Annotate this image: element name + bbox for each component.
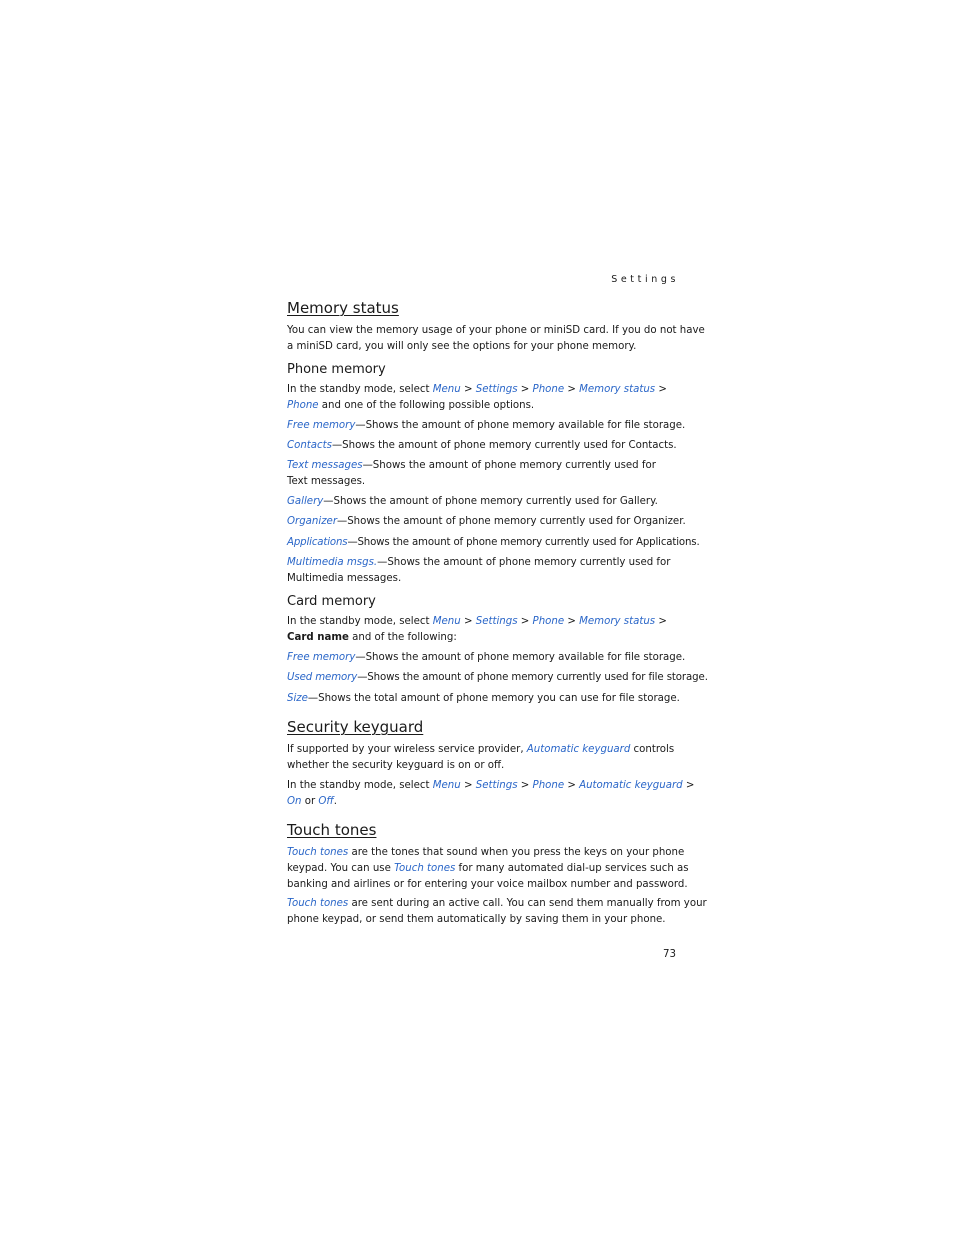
path-sep: > [655, 616, 667, 627]
option-item [287, 494, 679, 510]
security-keyguard-intro [287, 742, 679, 774]
option-line [287, 650, 686, 666]
option-item [287, 418, 686, 434]
path-sep: > [564, 384, 580, 395]
path-line [287, 794, 679, 810]
security-keyguard-heading: Security keyguard [287, 718, 424, 736]
phone-memory-heading: Phone memory [287, 362, 386, 377]
option-item [287, 438, 679, 454]
option-desc: —Shows the amount of phone memory currently used for Gallery. [323, 496, 658, 507]
option-item [287, 514, 686, 530]
path-sep: > [564, 616, 580, 627]
body-text: keypad. You can use [287, 862, 395, 874]
path-sep: > [655, 384, 667, 395]
body-line [287, 896, 707, 912]
memory-status-heading: Memory status [287, 299, 399, 317]
body-text: If supported by your wireless service provider, [287, 744, 527, 755]
path-text: and one of the following possible options. [318, 399, 535, 411]
body-line: banking and airlines or for entering your voice mailbox number and password. [287, 878, 688, 890]
path-text: and of the following: [348, 631, 457, 643]
option-desc: Multimedia messages. [287, 572, 402, 584]
body-text: are sent during an active call. You can send them manually from your [348, 898, 707, 909]
memory-status-link[interactable]: Memory status [579, 384, 656, 395]
option-line [287, 458, 679, 474]
off-option[interactable]: Off [318, 795, 334, 807]
menu-link[interactable]: Menu [432, 384, 461, 395]
option-line [287, 494, 679, 510]
option-term[interactable]: Organizer [287, 516, 338, 527]
automatic-keyguard-link[interactable]: Automatic keyguard [579, 780, 683, 791]
touch-tones-link[interactable]: Touch tones [394, 862, 456, 874]
path-sep: > [564, 780, 580, 791]
body-line [287, 742, 679, 758]
menu-link[interactable]: Menu [432, 780, 461, 791]
option-line [287, 555, 679, 571]
option-item [287, 650, 686, 666]
path-line [287, 398, 679, 414]
option-desc: —Shows the amount of phone memory currently used for [377, 557, 671, 568]
touch-tones-para-2 [287, 896, 707, 928]
body-line: phone keypad, or send them automatically by saving them in your phone. [287, 913, 666, 925]
path-sep: > [460, 780, 476, 791]
option-line [287, 514, 686, 530]
option-desc: —Shows the amount of phone memory currently used for Organizer. [337, 516, 686, 527]
settings-link[interactable]: Settings [475, 780, 518, 791]
option-term[interactable]: Contacts [287, 440, 332, 451]
memory-status-link[interactable]: Memory status [579, 616, 656, 627]
option-desc: —Shows the amount of phone memory currently used for [362, 460, 656, 471]
body-text: are the tones that sound when you press the keys on your phone [348, 847, 685, 858]
card-memory-path [287, 614, 679, 646]
path-line [287, 382, 679, 398]
path-sep: > [682, 780, 695, 791]
path-text: or [301, 795, 319, 807]
option-line [287, 535, 700, 551]
body-text: controls [630, 744, 675, 755]
touch-tones-link[interactable]: Touch tones [287, 898, 349, 909]
option-desc: —Shows the total amount of phone memory you can use for file storage. [307, 693, 680, 704]
option-desc: —Shows the amount of phone memory available for file storage. [355, 652, 686, 663]
option-term[interactable]: Multimedia msgs. [287, 557, 378, 568]
phone-link[interactable]: Phone [532, 384, 565, 395]
option-item [287, 670, 708, 686]
option-line [287, 438, 679, 454]
option-desc: Text messages. [287, 475, 366, 487]
option-line [287, 418, 686, 434]
option-term[interactable]: Free memory [287, 652, 356, 663]
body-line: whether the security keyguard is on or off. [287, 759, 505, 771]
on-option[interactable]: On [287, 795, 302, 807]
option-term[interactable]: Size [287, 693, 308, 704]
option-item [287, 535, 700, 551]
body-line [287, 861, 689, 877]
path-sep: > [460, 616, 476, 627]
option-desc: —Shows the amount of phone memory currently used for Contacts. [331, 440, 677, 451]
option-term[interactable]: Free memory [287, 420, 356, 431]
option-desc: —Shows the amount of phone memory currently used for file storage. [357, 672, 708, 683]
option-term[interactable]: Text messages [287, 460, 363, 471]
option-term[interactable]: Gallery [287, 496, 324, 507]
option-desc: —Shows the amount of phone memory currently used for Applications. [347, 537, 700, 548]
automatic-keyguard-link[interactable]: Automatic keyguard [526, 744, 631, 755]
option-term[interactable]: Used memory [287, 672, 358, 683]
touch-tones-para-1 [287, 845, 689, 892]
security-keyguard-path [287, 778, 695, 810]
path-text: In the standby mode, select [287, 384, 433, 395]
path-sep: > [517, 780, 533, 791]
path-text: In the standby mode, select [287, 780, 433, 791]
path-sep: > [517, 616, 533, 627]
body-text: for many automated dial-up services such as [455, 862, 689, 874]
settings-link[interactable]: Settings [475, 384, 518, 395]
path-line [287, 614, 679, 630]
memory-status-intro [287, 323, 705, 355]
option-line [287, 670, 708, 686]
page-number: 73 [663, 949, 676, 960]
option-desc: —Shows the amount of phone memory available for file storage. [355, 420, 686, 431]
card-name-label: Card name [287, 631, 349, 643]
settings-link[interactable]: Settings [475, 616, 518, 627]
path-text: . [333, 795, 338, 807]
intro-line: a miniSD card, you will only see the options for your phone memory. [287, 340, 637, 352]
touch-tones-heading: Touch tones [287, 821, 377, 839]
path-sep: > [517, 384, 533, 395]
path-line [287, 778, 695, 794]
phone-memory-path [287, 382, 679, 414]
path-line [287, 630, 679, 646]
card-memory-heading: Card memory [287, 594, 376, 609]
menu-link[interactable]: Menu [432, 616, 461, 627]
touch-tones-link[interactable]: Touch tones [287, 847, 349, 858]
path-text: In the standby mode, select [287, 616, 433, 627]
phone-link[interactable]: Phone [532, 616, 565, 627]
phone-link[interactable]: Phone [532, 780, 565, 791]
option-item [287, 555, 679, 587]
option-term[interactable]: Applications [287, 537, 348, 548]
option-item [287, 458, 679, 490]
option-line [287, 691, 679, 707]
intro-line: You can view the memory usage of your phone or miniSD card. If you do not have [287, 325, 705, 336]
running-header: Settings [611, 274, 679, 285]
path-sep: > [460, 384, 476, 395]
option-item [287, 691, 679, 707]
phone-link[interactable]: Phone [287, 399, 319, 411]
body-line [287, 845, 685, 861]
